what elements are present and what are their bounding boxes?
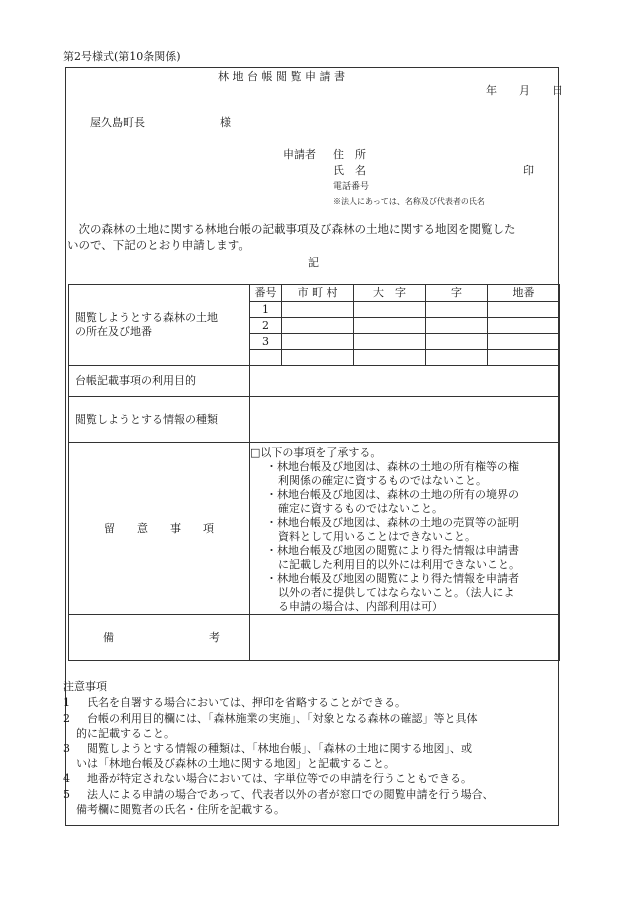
notice-label: 留 意 事 項 [69,443,250,615]
row-number: 3 [250,334,282,350]
note-item-5: 5 法人による申請の場合であって、代表者以外の者が窓口での閲覧申請を行う場合、 [63,788,494,801]
location-label: 閲覧しようとする森林の土地 の所在及び地番 [69,285,250,366]
remarks-field[interactable] [250,615,560,661]
col-header-oaza: 大 字 [354,285,426,302]
aza-field[interactable] [426,318,488,334]
notes-title: 注意事項 [63,680,107,693]
notice-item: ・林地台帳及び地図は、森林の土地の所有権等の権 利関係の確定に資するものではないこと。 ・林地台帳及び地図は、森林の土地の所有の境界の 確定に資するものではないこと。 ・林地台帳及び地図は、森林の土地の売買等の証明 資料として用いることはできないこと。 ・林地台帳及び地図の閲覧により得た情報は申請書 に記載した利用目的以外には利用できないこと。 ・林地台帳及び地図の閲覧により得た情報を申請者 以外の者に提供してはならないこと。（法人によ る申請の場合は、内部利用は可） [266,460,520,613]
oaza-field[interactable] [354,318,426,334]
note-item-3: 3 閲覧しようとする情報の種類は、「林地台帳」、「森林の土地に関する地図」、或 [63,742,472,755]
notice-content [250,443,560,615]
oaza-field[interactable] [354,302,426,318]
note-item-1: 1 氏名を自署する場合においては、押印を省略することができる。 [63,696,406,709]
chiban-field[interactable] [488,302,560,318]
oaza-field[interactable] [354,350,426,366]
remarks-label: 備 考 [69,615,250,661]
form-number: 第2号様式(第10条関係) [63,50,181,63]
city-field[interactable] [282,318,354,334]
row-number: 2 [250,318,282,334]
aza-field[interactable] [426,302,488,318]
application-table [68,284,560,661]
info-type-field[interactable] [250,397,560,443]
address-label: 住 所 [333,148,366,161]
chiban-field[interactable] [488,350,560,366]
applicant-label: 申請者 [283,148,316,161]
purpose-label: 台帳記載事項の利用目的 [69,366,250,397]
name-label: 氏 名 [333,164,366,177]
form-title: 林 地 台 帳 閲 覧 申 請 書 [218,70,345,83]
seal-mark: 印 [523,164,534,177]
chiban-field[interactable] [488,318,560,334]
city-field[interactable] [282,302,354,318]
row-number [250,350,282,366]
note-item-2-cont: 的に記載すること。 [76,727,175,740]
note-item-4: 4 地番が特定されない場合においては、字単位等での申請を行うこともできる。 [63,772,472,785]
notice-checkbox-text[interactable]: □以下の事項を了承する。 [250,446,382,459]
intro-line-2: いので、下記のとおり申請します。 [67,238,250,252]
row-number: 1 [250,302,282,318]
intro-line-1: 次の森林の土地に関する林地台帳の記載事項及び森林の土地に関する地図を閲覧した [67,222,516,236]
oaza-field[interactable] [354,334,426,350]
info-type-label: 閲覧しようとする情報の種類 [69,397,250,443]
note-item-2: 2 台帳の利用目的欄には、「森林施業の実施」、「対象となる森林の確認」等と具体 [63,712,478,725]
aza-field[interactable] [426,350,488,366]
col-header-number: 番号 [250,285,282,302]
aza-field[interactable] [426,334,488,350]
corp-note: ※法人にあっては、名称及び代表者の氏名 [333,197,485,206]
date-line: 年 月 日 [486,84,563,97]
col-header-chiban: 地番 [488,285,560,302]
chiban-field[interactable] [488,334,560,350]
ki-mark: 記 [308,256,319,269]
col-header-city: 市 町 村 [282,285,354,302]
purpose-field[interactable] [250,366,560,397]
addressee-suffix: 様 [220,116,231,129]
city-field[interactable] [282,350,354,366]
note-item-5-cont: 備考欄に閲覧者の氏名・住所を記載する。 [76,803,285,816]
col-header-aza: 字 [426,285,488,302]
note-item-3-cont: いは「林地台帳及び森林の土地に関する地図」と記載すること。 [76,757,395,770]
phone-label: 電話番号 [333,182,370,192]
addressee-name: 屋久島町長 [90,116,145,129]
city-field[interactable] [282,334,354,350]
